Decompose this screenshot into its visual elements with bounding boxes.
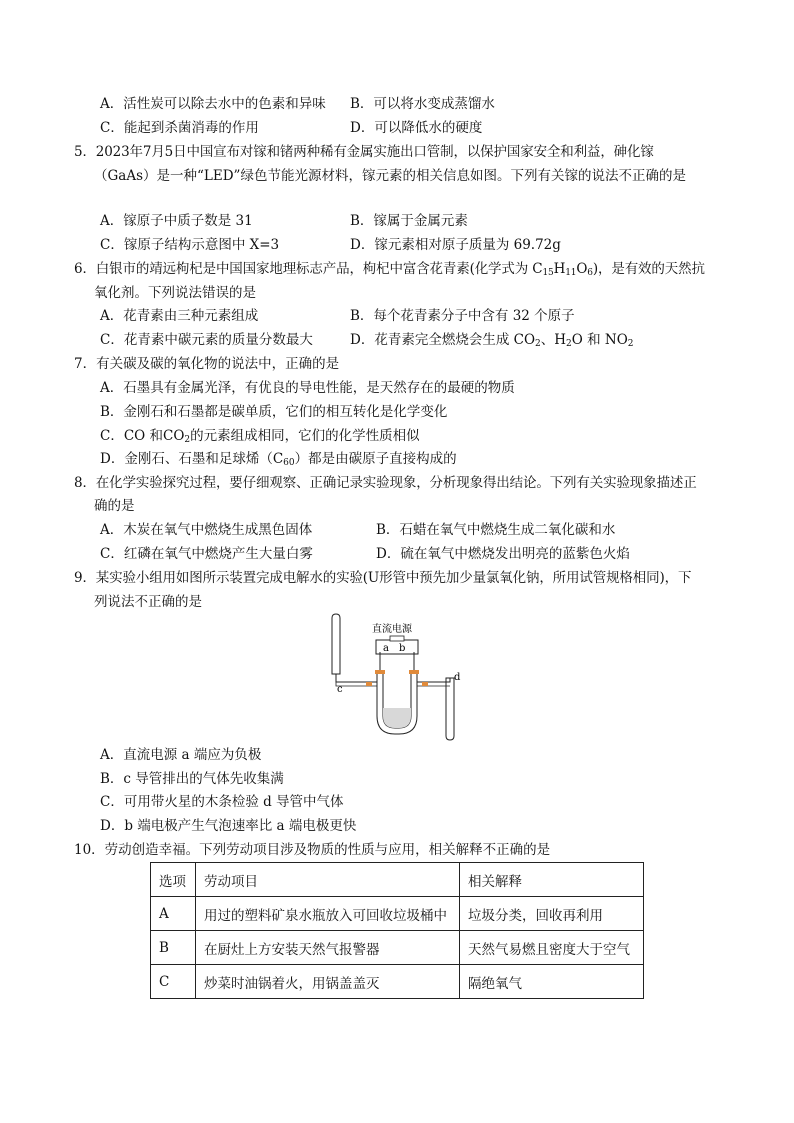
table-cell: 炒菜时油锅着火，用锅盖盖灭 [196, 965, 460, 999]
table-cell: C [151, 965, 196, 999]
q7-option-b: B．金刚石和石墨都是碳单质，它们的相互转化是化学变化 [100, 404, 448, 420]
power-label: 直流电源 [372, 624, 412, 635]
delivery-tube-c [336, 674, 377, 682]
table-header-row [151, 863, 644, 897]
q6-option-d: D．花青素完全燃烧会生成 $CO_2$、$H_2O$ 和 $NO_2$ [350, 332, 634, 349]
label-d: d [454, 672, 461, 683]
q9-option-a: A．直流电源 a 端应为负极 [100, 747, 262, 763]
table-cell: 垃圾分类，回收再利用 [460, 897, 644, 931]
table-row [151, 931, 644, 965]
q10-table [150, 862, 644, 999]
right-test-tube [446, 678, 454, 740]
q4-option-b: B．可以将水变成蒸馏水 [350, 96, 495, 112]
q7-option-d: D．金刚石、石墨和足球烯$(C_{60})$都是由碳原子直接构成的 [100, 451, 457, 468]
table-row [151, 965, 644, 999]
q10-stem: 10．劳动创造幸福。下列劳动项目涉及物质的性质与应用，相关解释不正确的是 [74, 842, 551, 858]
table-header-cell: 劳动项目 [196, 863, 460, 897]
q9-stem-line1: 9．某实验小组用如图所示装置完成电解水的实验(U形管中预先加少量氯氧化钠，所用试管规格相同)，下 [74, 570, 692, 586]
label-a: a [383, 643, 389, 654]
q6-option-a: A．花青素由三种元素组成 [100, 308, 259, 324]
stopper-left [375, 670, 385, 674]
q7-stem: 7．有关碳及碳的氧化物的说法中，正确的是 [74, 356, 340, 372]
q9-option-b: B．c 导管排出的气体先收集满 [100, 771, 284, 787]
table-cell: A [151, 897, 196, 931]
q4-option-a: A．活性炭可以除去水中的色素和异味 [100, 96, 326, 112]
q7-option-a: A．石墨具有金属光泽，有优良的导电性能，是天然存在的最硬的物质 [100, 380, 515, 396]
table-header-cell: 相关解释 [460, 863, 644, 897]
q9-stem-line2: 列说法不正确的是 [94, 594, 202, 610]
electrolyte-liquid [383, 708, 411, 728]
table-cell: 在厨灶上方安装天然气报警器 [196, 931, 460, 965]
q5-option-c: C．镓原子结构示意图中 X=3 [100, 237, 280, 253]
q9-option-c: C．可用带火星的木条检验 d 导管中气体 [100, 794, 344, 810]
q6-stem-line1: 6．白银市的靖远枸杞是中国国家地理标志产品，枸杞中富含花青素(化学式为 $C_{15}H_{11}O_6$)，是有效的天然抗 [74, 261, 705, 278]
q8-option-a: A．木炭在氧气中燃烧生成黑色固体 [100, 522, 313, 538]
electrolysis-apparatus-diagram [322, 612, 472, 744]
q8-stem-line1: 8．在化学实验探究过程，要仔细观察、正确记录实验现象，分析现象得出结论。下列有关实验现象描述正 [74, 475, 697, 491]
label-c: c [337, 684, 343, 695]
table-cell: 天然气易燃且密度大于空气 [460, 931, 644, 965]
q6-stem-line2: 氧化剂。下列说法错误的是 [94, 285, 256, 301]
q6-option-c: C．花青素中碳元素的质量分数最大 [100, 332, 313, 348]
q4-option-c: C．能起到杀菌消毒的作用 [100, 120, 259, 136]
connector-c [366, 682, 372, 686]
table-cell: 隔绝氧气 [460, 965, 644, 999]
q6-option-b: B．每个花青素分子中含有 32 个原子 [350, 308, 575, 324]
q9-option-d: D．b 端电极产生气泡速率比 a 端电极更快 [100, 818, 357, 834]
q5-option-a: A．镓原子中质子数是 31 [100, 213, 253, 229]
table-cell: B [151, 931, 196, 965]
battery-icon [390, 636, 404, 641]
q8-option-d: D．硫在氧气中燃烧发出明亮的蓝紫色火焰 [376, 546, 630, 562]
q5-option-d: D．镓元素相对原子质量为 69.72g [350, 237, 561, 253]
stopper-right [409, 670, 419, 674]
q4-option-d: D．可以降低水的硬度 [350, 120, 483, 136]
q8-option-c: C．红磷在氧气中燃烧产生大量白雾 [100, 546, 313, 562]
connector-d [422, 682, 428, 686]
q7-option-c: C．CO 和$CO_2$的元素组成相同，它们的化学性质相似 [100, 428, 420, 445]
left-test-tube [332, 614, 340, 674]
q5-stem-line2: （GaAs）是一种“LED”绿色节能光源材料，镓元素的相关信息如图。下列有关镓的说法不正确的是 [94, 168, 686, 184]
delivery-tube-d [417, 678, 450, 682]
table-cell: 用过的塑料矿泉水瓶放入可回收垃圾桶中 [196, 897, 460, 931]
q5-option-b: B．镓属于金属元素 [350, 213, 468, 229]
q8-option-b: B．石蜡在氧气中燃烧生成二氧化碳和水 [376, 522, 616, 538]
q5-stem-line1: 5．2023年7月5日中国宣布对镓和锗两种稀有金属实施出口管制，以保护国家安全和利益，砷化镓 [74, 144, 654, 160]
table-header-cell: 选项 [151, 863, 196, 897]
q8-stem-line2: 确的是 [94, 498, 135, 514]
label-b: b [399, 643, 406, 654]
table-row [151, 897, 644, 931]
